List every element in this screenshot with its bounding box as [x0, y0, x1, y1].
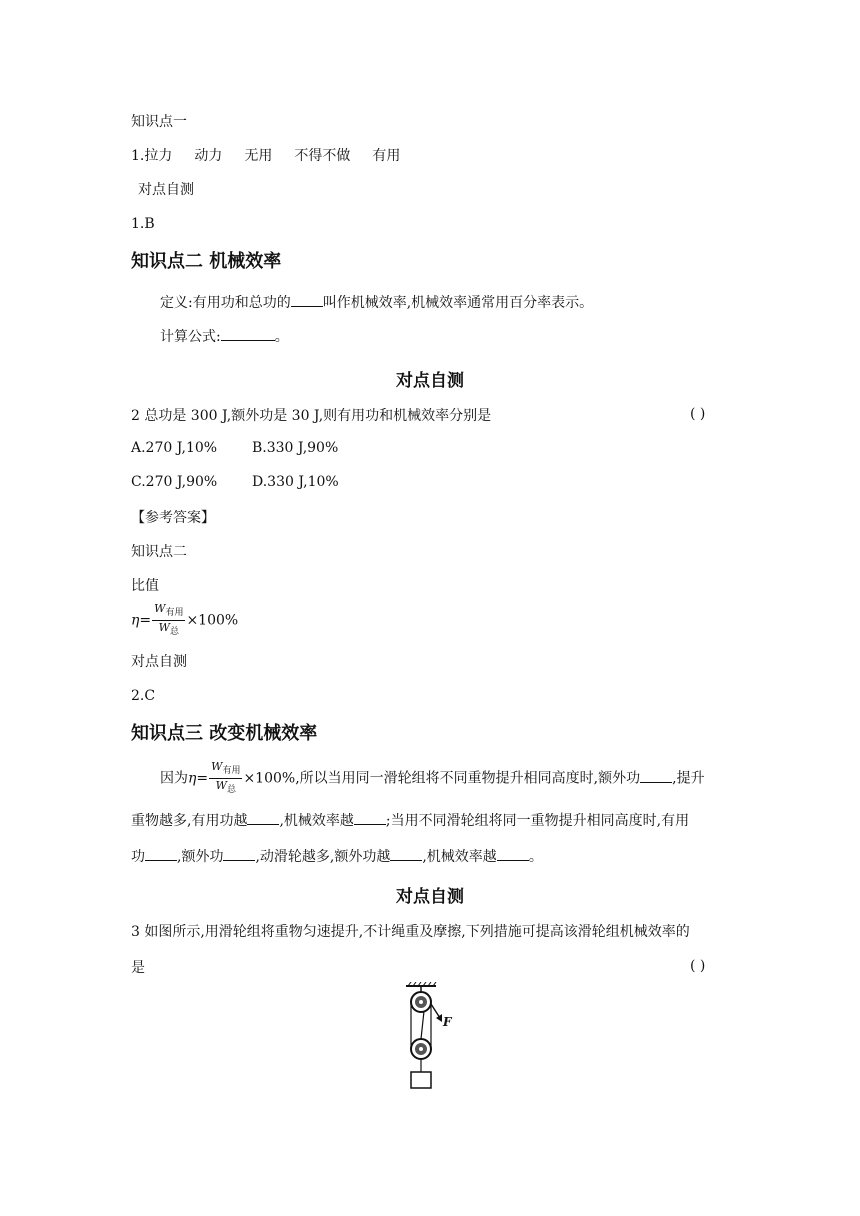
- fill-blank: [145, 846, 177, 861]
- fill-blank: [247, 810, 279, 825]
- reference-ratio: 比值: [131, 578, 159, 594]
- option-d: D.330 J,10%: [252, 474, 339, 490]
- option-c: C.270 J,90%: [131, 474, 218, 490]
- force-arrow: [431, 1004, 453, 1029]
- force-label: F: [443, 1015, 452, 1029]
- fixed-pulley: [411, 992, 431, 1012]
- hanging-weight: [411, 1072, 431, 1088]
- question-3-answer-paren: ( ): [690, 958, 706, 974]
- question-2-answer-paren: ( ): [690, 406, 706, 422]
- section3-self-test-heading: 对点自测: [396, 887, 464, 907]
- fill-blank: [497, 846, 529, 861]
- movable-pulley: [411, 1039, 431, 1072]
- fill-blank: [354, 810, 386, 825]
- fill-blank: [291, 292, 323, 307]
- section3-paragraph-line2: 重物越多,有用功越 ,机械效率越 ;当用不同滑轮组将同一重物提升相同高度时,有用: [131, 810, 689, 831]
- section1-self-test: 对点自测: [138, 182, 194, 198]
- fill-blank: [223, 846, 255, 861]
- question-2: 2 总功是 300 J,额外功是 30 J,则有用功和机械效率分别是: [131, 408, 492, 424]
- reference-self-test: 对点自测: [131, 654, 187, 670]
- option-a: A.270 J,10%: [131, 440, 218, 456]
- section1-answer-items: 1.拉力 动力 无用 不得不做 有用: [131, 148, 401, 164]
- reference-label: 知识点二: [131, 544, 187, 560]
- efficiency-formula: η= $\frac{W_{有用}}{W_总}$ ×100%: [131, 602, 239, 638]
- section2-self-test-heading: 对点自测: [396, 371, 464, 391]
- section1-answer: 1.B: [131, 216, 155, 232]
- fill-blank: [640, 768, 672, 783]
- fill-blank: [221, 326, 275, 341]
- section2-definition: 定义:有用功和总功的 叫作机械效率,机械效率通常用百分率表示。: [160, 292, 593, 313]
- pulley-system-figure: [396, 982, 466, 1094]
- question-3-line2: 是: [131, 960, 145, 976]
- section2-title: 知识点二 机械效率: [131, 251, 282, 272]
- question-3-line1: 3 如图所示,用滑轮组将重物匀速提升,不计绳重及摩擦,下列措施可提高该滑轮组机械效率的: [131, 924, 690, 940]
- section3-paragraph-line3: 功 ,额外功 ,动滑轮越多,额外功越 ,机械效率越 。: [131, 846, 543, 867]
- efficiency-fraction: $\frac{W_{有用}}{W_总}$: [154, 602, 184, 638]
- section2-formula-line: 计算公式: 。: [160, 326, 289, 347]
- option-b: B.330 J,90%: [252, 440, 339, 456]
- section1-label: 知识点一: [131, 114, 187, 130]
- reference-answer-heading: 【参考答案】: [131, 510, 215, 526]
- efficiency-fraction: $\frac{W_{有用}}{W_总}$: [211, 760, 241, 796]
- section3-title: 知识点三 改变机械效率: [131, 723, 318, 744]
- reference-answer-2: 2.C: [131, 688, 156, 704]
- ceiling-support: [406, 982, 436, 992]
- section3-paragraph-line1: 因为η= $\frac{W_{有用}}{W_总}$ ×100%,所以当用同一滑轮组将不同重物提升相同高度时,额外功 ,提升: [160, 760, 705, 796]
- fill-blank: [390, 846, 422, 861]
